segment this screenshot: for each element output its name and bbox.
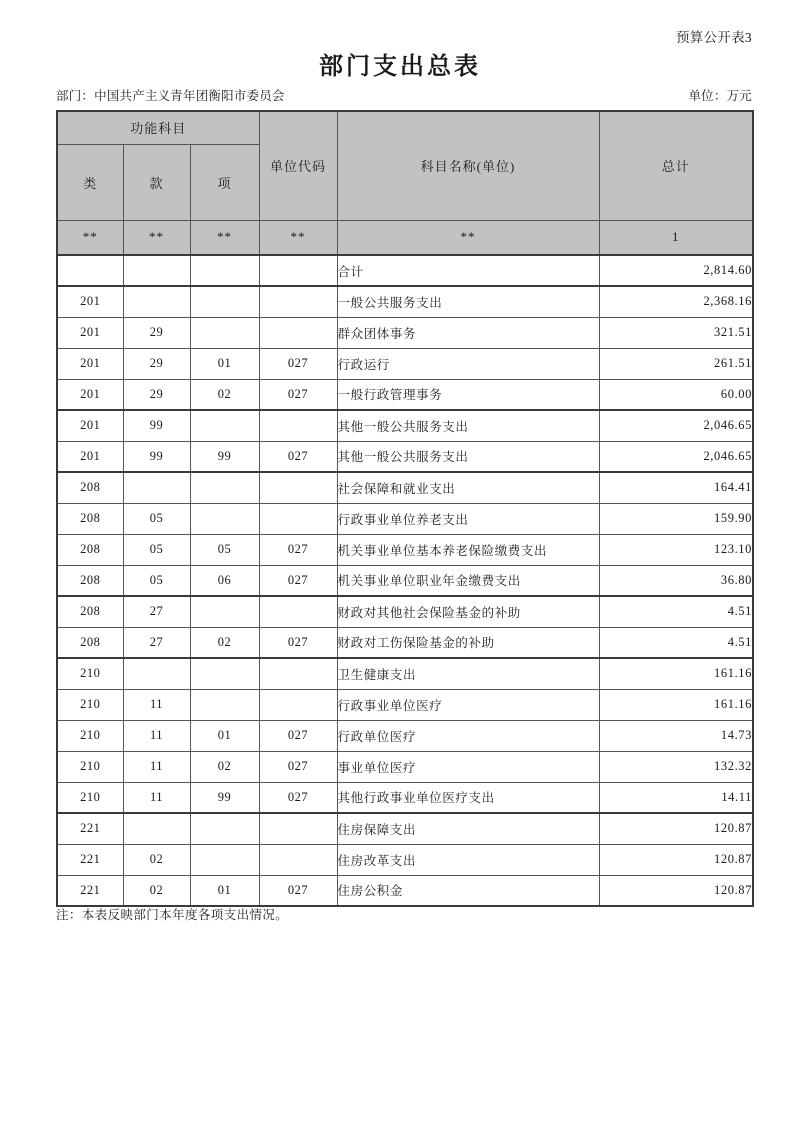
cell-lei: 208 [57, 627, 123, 658]
cell-total: 4.51 [599, 596, 753, 627]
cell-total: 161.16 [599, 689, 753, 720]
cell-item-name: 住房公积金 [337, 875, 599, 906]
cell-xiang: 99 [190, 441, 259, 472]
cell-xiang [190, 813, 259, 844]
table-row [57, 689, 753, 720]
cell-kuan: 29 [123, 379, 190, 410]
cell-item-name: 一般公共服务支出 [337, 286, 599, 317]
cell-unit-code [259, 503, 337, 534]
index-unit-code: ** [259, 220, 337, 255]
sheet-tag: 预算公开表3 [675, 30, 752, 45]
table-row [57, 782, 753, 813]
cell-item-name: 一般行政管理事务 [337, 379, 599, 410]
cell-unit-code [259, 844, 337, 875]
cell-xiang [190, 286, 259, 317]
table-row [57, 720, 753, 751]
cell-lei: 201 [57, 379, 123, 410]
cell-lei: 201 [57, 441, 123, 472]
cell-unit-code [259, 658, 337, 689]
cell-lei: 221 [57, 844, 123, 875]
cell-total: 2,046.65 [599, 441, 753, 472]
cell-lei: 201 [57, 348, 123, 379]
cell-item-name: 社会保障和就业支出 [337, 472, 599, 503]
cell-total: 261.51 [599, 348, 753, 379]
cell-kuan: 02 [123, 875, 190, 906]
cell-lei: 201 [57, 410, 123, 441]
cell-kuan [123, 813, 190, 844]
cell-total: 161.16 [599, 658, 753, 689]
index-kuan: ** [123, 220, 190, 255]
header-xiang: 项 [190, 144, 259, 220]
table-row [57, 286, 753, 317]
cell-xiang [190, 503, 259, 534]
cell-total: 60.00 [599, 379, 753, 410]
cell-unit-code [259, 472, 337, 503]
table-row [57, 255, 753, 286]
cell-total: 14.73 [599, 720, 753, 751]
cell-unit-code: 027 [259, 627, 337, 658]
page-title: 部门支出总表 [319, 53, 481, 80]
cell-xiang [190, 472, 259, 503]
header-unit-code: 单位代码 [259, 111, 337, 220]
cell-xiang: 06 [190, 565, 259, 596]
cell-total: 120.87 [599, 813, 753, 844]
cell-lei: 210 [57, 689, 123, 720]
cell-kuan: 11 [123, 751, 190, 782]
info-row [56, 86, 752, 104]
cell-kuan [123, 472, 190, 503]
cell-item-name: 其他一般公共服务支出 [337, 441, 599, 472]
table-row [57, 379, 753, 410]
header-total: 总计 [599, 111, 753, 220]
cell-unit-code [259, 410, 337, 441]
cell-xiang [190, 255, 259, 286]
cell-kuan: 11 [123, 720, 190, 751]
cell-unit-code: 027 [259, 565, 337, 596]
cell-xiang: 01 [190, 348, 259, 379]
cell-total: 14.11 [599, 782, 753, 813]
cell-kuan: 29 [123, 317, 190, 348]
cell-lei: 210 [57, 658, 123, 689]
cell-unit-code [259, 689, 337, 720]
cell-xiang [190, 844, 259, 875]
cell-item-name: 卫生健康支出 [337, 658, 599, 689]
expenditure-table-wrapper [56, 110, 752, 907]
cell-total: 159.90 [599, 503, 753, 534]
cell-unit-code: 027 [259, 348, 337, 379]
cell-lei [57, 255, 123, 286]
cell-item-name: 行政事业单位养老支出 [337, 503, 599, 534]
cell-lei: 208 [57, 503, 123, 534]
cell-total: 120.87 [599, 844, 753, 875]
cell-total: 2,814.60 [599, 255, 753, 286]
cell-lei: 210 [57, 720, 123, 751]
cell-total: 36.80 [599, 565, 753, 596]
cell-unit-code: 027 [259, 720, 337, 751]
cell-item-name: 行政单位医疗 [337, 720, 599, 751]
header-kuan: 款 [123, 144, 190, 220]
cell-unit-code [259, 286, 337, 317]
cell-xiang: 99 [190, 782, 259, 813]
cell-lei: 208 [57, 472, 123, 503]
footnote: 注：本表反映部门本年度各项支出情况。 [56, 908, 289, 922]
table-row [57, 875, 753, 906]
cell-kuan [123, 658, 190, 689]
cell-total: 2,046.65 [599, 410, 753, 441]
table-row [57, 503, 753, 534]
cell-item-name: 住房改革支出 [337, 844, 599, 875]
cell-kuan: 99 [123, 441, 190, 472]
cell-item-name: 住房保障支出 [337, 813, 599, 844]
cell-unit-code: 027 [259, 751, 337, 782]
cell-kuan [123, 255, 190, 286]
cell-xiang: 02 [190, 751, 259, 782]
cell-item-name: 群众团体事务 [337, 317, 599, 348]
cell-unit-code [259, 255, 337, 286]
table-row [57, 627, 753, 658]
cell-xiang: 02 [190, 627, 259, 658]
cell-total: 120.87 [599, 875, 753, 906]
cell-item-name: 其他一般公共服务支出 [337, 410, 599, 441]
cell-lei: 221 [57, 875, 123, 906]
cell-xiang: 05 [190, 534, 259, 565]
cell-total: 123.10 [599, 534, 753, 565]
index-total: 1 [599, 220, 753, 255]
cell-xiang [190, 596, 259, 627]
cell-item-name: 财政对其他社会保险基金的补助 [337, 596, 599, 627]
header-row-index [57, 220, 753, 255]
table-row [57, 751, 753, 782]
cell-kuan: 11 [123, 689, 190, 720]
cell-unit-code: 027 [259, 534, 337, 565]
cell-kuan: 05 [123, 503, 190, 534]
cell-lei: 201 [57, 317, 123, 348]
table-row [57, 410, 753, 441]
table-row [57, 596, 753, 627]
cell-unit-code: 027 [259, 875, 337, 906]
cell-kuan: 05 [123, 565, 190, 596]
cell-total: 321.51 [599, 317, 753, 348]
cell-lei: 201 [57, 286, 123, 317]
cell-unit-code: 027 [259, 441, 337, 472]
header-lei: 类 [57, 144, 123, 220]
table-body [57, 255, 753, 906]
cell-lei: 221 [57, 813, 123, 844]
cell-unit-code [259, 317, 337, 348]
cell-xiang: 02 [190, 379, 259, 410]
cell-xiang [190, 689, 259, 720]
cell-item-name: 行政运行 [337, 348, 599, 379]
cell-total: 2,368.16 [599, 286, 753, 317]
cell-kuan [123, 286, 190, 317]
table-row [57, 317, 753, 348]
cell-item-name: 行政事业单位医疗 [337, 689, 599, 720]
cell-lei: 208 [57, 565, 123, 596]
cell-unit-code: 027 [259, 379, 337, 410]
cell-xiang [190, 658, 259, 689]
cell-lei: 210 [57, 751, 123, 782]
index-xiang: ** [190, 220, 259, 255]
cell-kuan: 27 [123, 627, 190, 658]
cell-xiang [190, 410, 259, 441]
cell-xiang: 01 [190, 720, 259, 751]
cell-xiang [190, 317, 259, 348]
expenditure-table [56, 110, 754, 907]
cell-total: 4.51 [599, 627, 753, 658]
table-row [57, 565, 753, 596]
cell-item-name: 其他行政事业单位医疗支出 [337, 782, 599, 813]
table-row [57, 348, 753, 379]
cell-lei: 208 [57, 596, 123, 627]
cell-item-name: 财政对工伤保险基金的补助 [337, 627, 599, 658]
cell-item-name: 机关事业单位基本养老保险缴费支出 [337, 534, 599, 565]
table-row [57, 472, 753, 503]
table-row [57, 534, 753, 565]
cell-item-name: 事业单位医疗 [337, 751, 599, 782]
table-row [57, 813, 753, 844]
cell-total: 132.32 [599, 751, 753, 782]
header-row-group [57, 111, 753, 144]
cell-xiang: 01 [190, 875, 259, 906]
cell-kuan: 11 [123, 782, 190, 813]
index-lei: ** [57, 220, 123, 255]
cell-kuan: 27 [123, 596, 190, 627]
cell-lei: 208 [57, 534, 123, 565]
cell-unit-code: 027 [259, 782, 337, 813]
cell-item-name: 机关事业单位职业年金缴费支出 [337, 565, 599, 596]
table-row [57, 658, 753, 689]
table-row [57, 844, 753, 875]
cell-unit-code [259, 596, 337, 627]
unit-label: 单位：万元 [688, 89, 752, 103]
cell-kuan: 05 [123, 534, 190, 565]
department-label: 部门：中国共产主义青年团衡阳市委员会 [56, 89, 285, 103]
cell-kuan: 29 [123, 348, 190, 379]
cell-total: 164.41 [599, 472, 753, 503]
index-item-name: ** [337, 220, 599, 255]
cell-lei: 210 [57, 782, 123, 813]
cell-item-name: 合计 [337, 255, 599, 286]
cell-unit-code [259, 813, 337, 844]
cell-kuan: 99 [123, 410, 190, 441]
header-functional-subject: 功能科目 [57, 111, 259, 144]
table-header [57, 111, 753, 255]
cell-kuan: 02 [123, 844, 190, 875]
header-item-name: 科目名称(单位) [337, 111, 599, 220]
table-row [57, 441, 753, 472]
